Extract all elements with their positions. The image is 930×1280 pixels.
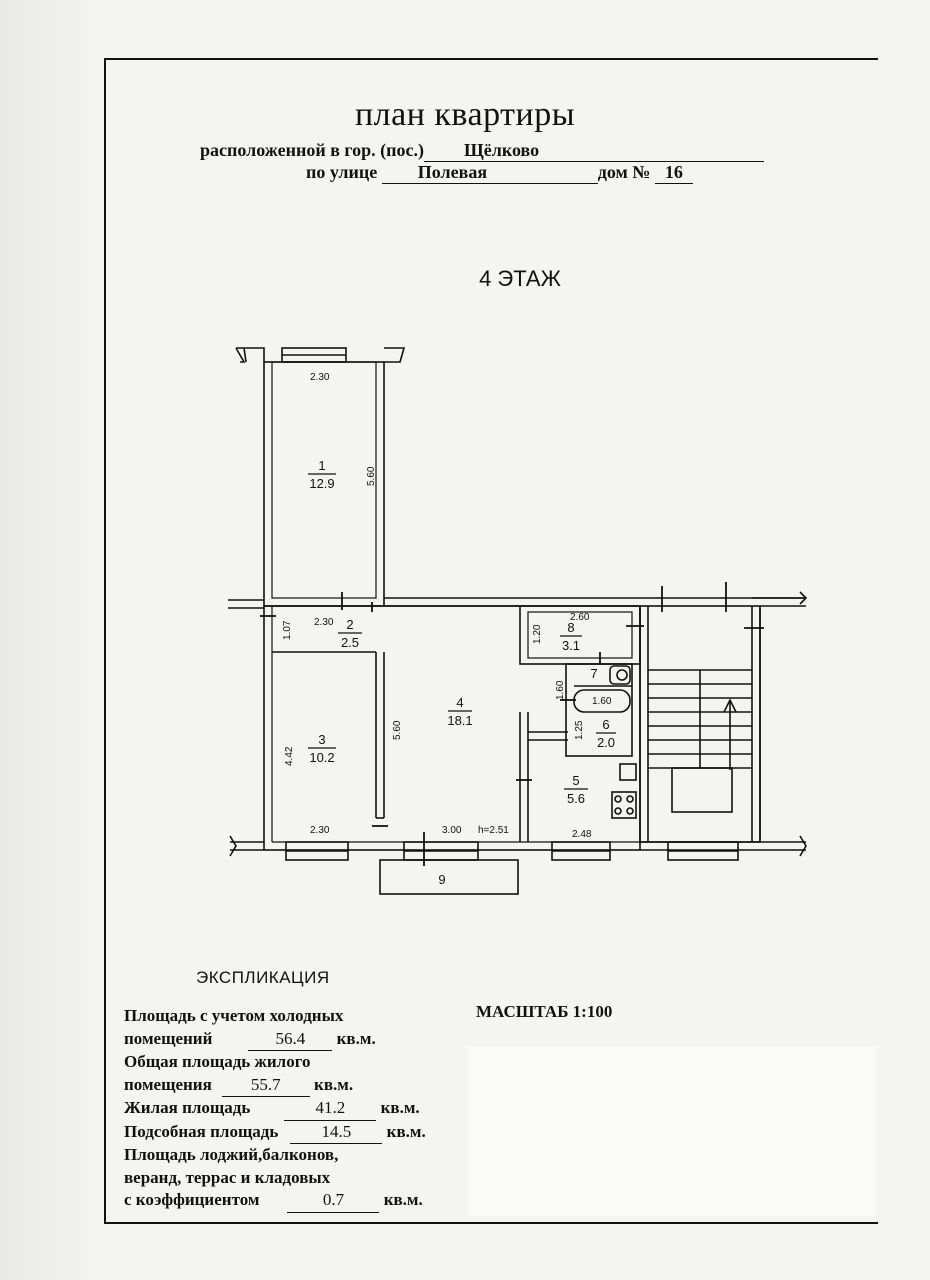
dim-r2-width: 2.30 bbox=[314, 617, 334, 628]
room-6-area: 2.0 bbox=[596, 735, 616, 750]
dim-r3-width: 2.30 bbox=[310, 825, 330, 836]
room-8-number: 8 bbox=[567, 620, 575, 635]
explication-row-5-label-2: веранд, террас и кладовых bbox=[124, 1167, 331, 1187]
dim-r8-width: 2.60 bbox=[570, 612, 590, 623]
room-6-number: 6 bbox=[602, 717, 610, 732]
explication-table bbox=[124, 1005, 426, 1213]
explication-row-2-label: Общая площадь жилого bbox=[124, 1052, 311, 1071]
blank-area bbox=[468, 1046, 876, 1216]
room-numbers bbox=[309, 458, 615, 887]
ceiling-height: h=2.51 bbox=[478, 825, 509, 836]
scale-label: МАСШТАБ 1:100 bbox=[476, 1002, 613, 1021]
house-prefix: дом № bbox=[597, 162, 651, 182]
balcony-outline bbox=[380, 860, 518, 894]
room-1-number: 1 bbox=[318, 458, 326, 473]
street-value: Полевая bbox=[417, 162, 488, 182]
explication-row-5 bbox=[124, 1144, 426, 1213]
dim-r5-width: 2.48 bbox=[572, 829, 592, 840]
wall-bottom bbox=[230, 842, 806, 850]
stair-steps bbox=[648, 670, 752, 812]
explication-row-1-label-2: помещений bbox=[124, 1028, 213, 1048]
room-2-number: 2 bbox=[346, 617, 354, 632]
explication-row-4-label: Подсобная площадь bbox=[124, 1121, 279, 1141]
door-marks bbox=[260, 582, 764, 866]
explication-row-4 bbox=[124, 1121, 426, 1145]
dim-r8-depth: 1.20 bbox=[532, 624, 543, 644]
dim-r4-length: 5.60 bbox=[392, 720, 403, 740]
room-4-area: 18.1 bbox=[447, 713, 473, 728]
explication-row-4-unit: кв.м. bbox=[386, 1121, 426, 1141]
explication-row-2-unit: кв.м. bbox=[314, 1074, 354, 1094]
explication-row-1 bbox=[124, 1005, 426, 1051]
room-4-number: 4 bbox=[456, 695, 464, 710]
room-5-area: 5.6 bbox=[566, 791, 586, 806]
wall-middle bbox=[384, 598, 804, 606]
explication-row-3-value: 41.2 bbox=[284, 1097, 376, 1121]
explication-row-3 bbox=[124, 1097, 426, 1121]
dim-r7-depth: 1.60 bbox=[555, 680, 566, 700]
explication-row-2-value: 55.7 bbox=[222, 1074, 310, 1098]
room-3-number: 3 bbox=[318, 732, 326, 747]
room-9-number: 9 bbox=[438, 872, 446, 887]
city-prefix: расположенной в гор. (пос.) bbox=[200, 140, 425, 160]
explication-row-2 bbox=[124, 1051, 426, 1097]
room-5-number: 5 bbox=[572, 773, 580, 788]
dim-r1-width: 2.30 bbox=[310, 372, 330, 383]
dim-r1-length: 5.60 bbox=[366, 466, 377, 486]
street-prefix: по улице bbox=[306, 162, 378, 182]
plan-title: план квартиры bbox=[354, 96, 576, 133]
dim-r3-length: 4.42 bbox=[284, 746, 295, 766]
room-8-area: 3.1 bbox=[561, 638, 581, 653]
explication-row-4-value: 14.5 bbox=[290, 1121, 382, 1145]
dim-r6-depth: 1.25 bbox=[574, 720, 585, 740]
floor-label: 4 ЭТАЖ bbox=[479, 266, 561, 291]
room-2-area: 2.5 bbox=[340, 635, 360, 650]
sink-icon bbox=[620, 764, 636, 780]
explication-row-5-value: 0.7 bbox=[287, 1189, 379, 1213]
explication-title: ЭКСПЛИКАЦИЯ bbox=[196, 968, 330, 987]
explication-row-1-label: Площадь с учетом холодных bbox=[124, 1006, 344, 1025]
explication-row-2-label-2: помещения bbox=[124, 1074, 212, 1094]
explication-row-5-label: Площадь лоджий,балконов, bbox=[124, 1145, 339, 1164]
dim-r2-depth: 1.07 bbox=[282, 620, 293, 640]
room-1-area: 12.9 bbox=[309, 476, 335, 491]
dim-r4-width: 3.00 bbox=[442, 825, 462, 836]
explication-row-5-label-3: с коэффициентом bbox=[124, 1190, 260, 1209]
city-value: Щёлково bbox=[464, 140, 540, 160]
explication-row-3-label: Жилая площадь bbox=[124, 1098, 251, 1117]
room-3-area: 10.2 bbox=[309, 750, 335, 765]
explication-row-1-unit: кв.м. bbox=[336, 1028, 376, 1048]
dim-r6-width: 1.60 bbox=[592, 696, 612, 707]
stove-icon bbox=[612, 792, 636, 818]
wall-break-left-top bbox=[236, 348, 244, 362]
explication-row-3-unit: кв.м. bbox=[380, 1098, 420, 1117]
house-value: 16 bbox=[664, 162, 683, 182]
stair-direction-arrow bbox=[724, 700, 736, 770]
wall-stub-left-middle bbox=[228, 600, 264, 608]
room-7-number: 7 bbox=[590, 666, 598, 681]
explication-row-5-unit: кв.м. bbox=[383, 1190, 423, 1209]
explication-row-1-value: 56.4 bbox=[248, 1028, 332, 1052]
